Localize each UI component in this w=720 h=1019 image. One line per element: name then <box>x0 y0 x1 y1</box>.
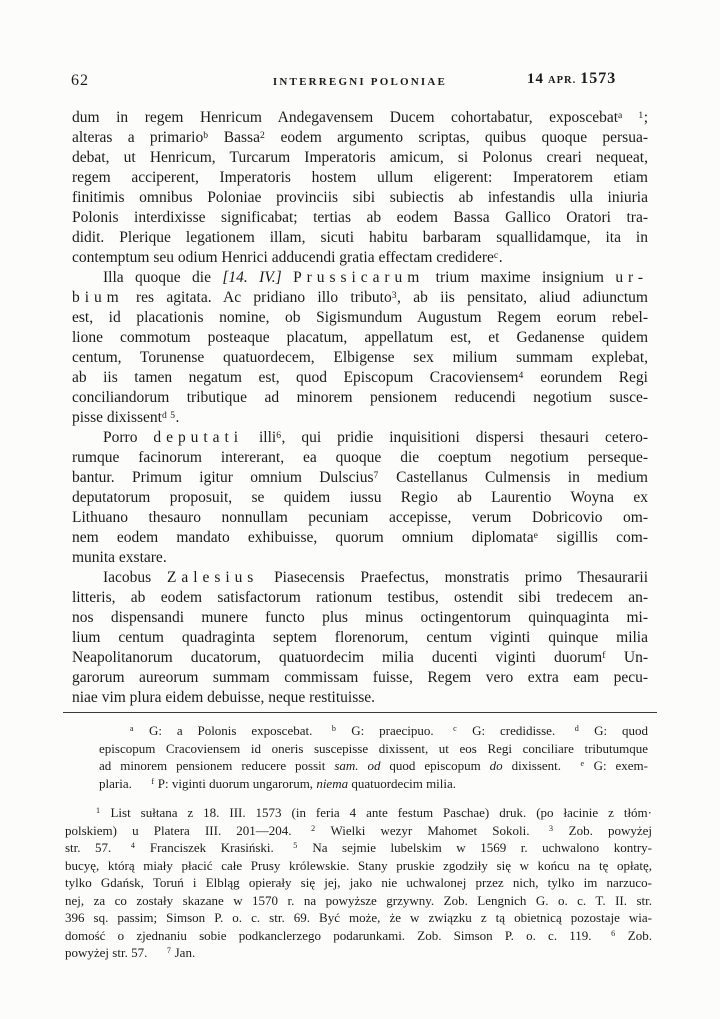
text-segment: sam. od <box>334 758 381 773</box>
footnote-ref: e <box>533 529 539 541</box>
text-segment <box>282 269 293 286</box>
text-segment: Na sejmie lubelskim w 1569 r. uchwalono kontry- <box>297 840 652 855</box>
text-segment: est, id placationis nomine, ob Sigismundum Augustum Regem eorum rebel- <box>72 309 648 326</box>
text-segment: nej, za co zostały skazane w 1570 r. na powyższe grzywny. Zob. Lengnich G. o. c. T. II. str. <box>65 892 652 908</box>
footnote-ref: b <box>331 724 337 734</box>
text-line <box>99 775 648 793</box>
text-segment: Wielki wezyr Mahomet Sokoli. <box>315 822 549 838</box>
text-line <box>72 388 648 408</box>
text-segment: List sułtana z 18. III. 1573 (in feria 4 ante festum Paschae) druk. (po łacinie z tłóm· <box>100 805 652 820</box>
text-line <box>72 248 648 268</box>
text-segment: , ab iis pensitato, aliud adiunctum <box>397 289 648 306</box>
footnote-ref: d <box>574 724 580 734</box>
text-segment: bucyę, którą miały płacić całe Prusy królewskie. Stany pruskie zgodziły się w końcu na tę opłatę, <box>65 857 652 873</box>
critical-apparatus <box>99 722 648 792</box>
text-line <box>65 804 652 822</box>
text-line <box>72 668 648 688</box>
text-segment: bium <box>72 289 124 306</box>
text-segment: plaria. <box>99 775 152 791</box>
text-line <box>72 588 648 608</box>
text-line <box>72 428 648 448</box>
text-segment: episcopum Cracoviensem id oneris suscepisse dixissent, ut eos Regi conciliare tributumque <box>99 740 648 756</box>
text-segment: didit. Plerique legationem illam, sicuti habitu barbaram squallidamque, ita in <box>72 229 648 246</box>
text-line <box>72 648 648 668</box>
text-line <box>72 208 648 228</box>
paragraph <box>99 722 648 792</box>
footnote-ref: 2 <box>259 129 266 141</box>
footnote-ref: e <box>580 759 585 769</box>
paragraph <box>72 568 648 708</box>
text-line <box>72 488 648 508</box>
text-segment: do <box>489 758 503 773</box>
header-date-month: APR. <box>548 75 577 86</box>
footnote-ref: 3 <box>549 823 554 833</box>
text-segment: 396 sq. passim; Simson P. o. c. str. 69. Być może, że w związku z tą obietnicą pozostaje wia- <box>65 910 652 925</box>
text-segment: nem eodem mandato exhibuisse, quorum omnium diplomata <box>72 529 534 546</box>
footnote-ref: a <box>130 724 135 734</box>
text-segment: nos dispensandi munere functo plus minus octingentorum quinquaginta mi- <box>72 609 648 626</box>
text-line <box>72 508 648 528</box>
text-segment: dum in regem Henricum Andegavensem Ducem cohortabatur, exposcebat <box>72 109 619 126</box>
text-segment: Neapolitanorum ducatorum, quatuordecim milia ducenti viginti duorum <box>72 649 603 666</box>
text-segment: G: a Polonis exposcebat. <box>134 723 332 738</box>
text-segment: ur- <box>615 269 648 286</box>
text-segment: str. 57. <box>65 840 131 855</box>
text-line <box>72 528 648 548</box>
header-date <box>527 70 616 88</box>
text-segment: G: credidisse. <box>457 723 575 738</box>
text-line <box>72 328 648 348</box>
text-segment: domość o zjednaniu sobie podkanclerzego podarunkami. Zob. Simson P. o. c. 119. <box>65 927 612 943</box>
footnotes <box>65 804 652 962</box>
text-segment: Porro <box>103 429 154 446</box>
text-segment: litteris, ab eodem satisfactorum rationum testibus, ostendit sibi tredecem an- <box>72 589 648 606</box>
text-line <box>65 892 652 910</box>
text-segment: Un- <box>605 649 648 666</box>
text-segment: niema <box>316 775 349 791</box>
text-line <box>72 148 648 168</box>
text-segment: quod episcopum <box>380 758 490 773</box>
text-line <box>99 740 648 758</box>
text-segment: Zalesius <box>166 569 259 586</box>
text-segment: Illa quoque die <box>103 269 223 286</box>
text-line <box>72 228 648 248</box>
text-segment: Lithuano thesauro nonnullam pecuniam accepisse, verum Dobricovio om- <box>72 509 648 526</box>
text-segment: munita exstare. <box>72 549 167 566</box>
footnote-ref: 6 <box>276 429 282 441</box>
footnote-ref: 1 <box>96 806 101 816</box>
text-line <box>99 757 648 775</box>
text-segment: . <box>175 409 180 426</box>
footnote-ref: d 5 <box>162 409 176 421</box>
text-line <box>65 839 652 857</box>
text-segment: deputati <box>153 429 244 446</box>
text-segment: sigillis com- <box>538 529 648 546</box>
text-line <box>72 308 648 328</box>
text-segment: conciliandorum tributique ad minorem pensionem reducendi negotium susce- <box>72 389 648 406</box>
text-line <box>72 268 648 288</box>
text-segment: Iacobus <box>103 569 167 586</box>
text-segment: ab iis tamen negatum est, quod Episcopum Cracoviensem <box>72 369 519 386</box>
text-segment: G: exem- <box>584 758 648 773</box>
text-line <box>72 448 648 468</box>
text-segment: polskiem) u Platera III. 201—204. <box>65 822 312 838</box>
text-segment: res agitata. Ac pridiano illo tributo <box>123 289 392 306</box>
text-segment: Jan. <box>171 945 196 960</box>
text-line <box>65 822 652 840</box>
footnote-ref: f <box>151 776 155 786</box>
header-date-day: 14 <box>527 71 544 87</box>
text-segment: debat, ut Henricum, Turcarum Imperatoris amicum, si Polonus creari nequeat, <box>72 149 648 166</box>
text-segment: finitimis omnibus Poloniae provinciis sibi subiectis ab infestandis ulla iniuria <box>72 189 648 206</box>
text-segment: contemptum seu odium Henrici adducendi gratia effectam credidere <box>72 249 494 266</box>
page-header <box>0 70 720 96</box>
text-line <box>72 168 648 188</box>
text-line <box>72 348 648 368</box>
footnote-ref: 6 <box>611 928 616 938</box>
footnote-ref: c <box>453 724 458 734</box>
text-segment: pisse dixissent <box>72 409 162 426</box>
text-line <box>72 368 648 388</box>
footnote-ref: 2 <box>311 823 316 833</box>
running-title: INTERREGNI POLONIAE <box>272 76 448 88</box>
text-segment: G: quod <box>579 723 648 738</box>
text-segment: Castellanus Culmensis in medium <box>378 469 648 486</box>
footnote-ref: 7 <box>166 946 172 956</box>
text-line <box>65 909 652 927</box>
text-line <box>72 608 648 628</box>
footnote-ref: a 1 <box>618 109 644 121</box>
text-segment: trium maxime insignium <box>424 269 616 286</box>
paragraph <box>65 804 652 962</box>
text-line <box>72 288 648 308</box>
text-segment: lium centum quadraginta septem florenorum, centum viginti quinque milia <box>72 629 648 646</box>
footnote-ref: 4 <box>130 841 136 851</box>
text-segment: Bassa <box>208 129 260 146</box>
paragraph <box>72 268 648 428</box>
text-segment: quatuordecim milia. <box>348 775 457 791</box>
page-number: 62 <box>71 72 89 89</box>
text-segment: ; <box>643 109 648 126</box>
text-line <box>65 857 652 875</box>
text-line <box>65 944 652 962</box>
text-segment: illi <box>243 429 277 446</box>
text-segment: bantur. Primum igitur omnium Dulscius <box>72 469 374 486</box>
text-segment: tylko Gdańsk, Toruń i Elbląg opierały się jej, jako nie uchwalonej przez nich, tylko im narzuco- <box>65 875 652 890</box>
text-segment: Zob. powyżej <box>553 822 652 838</box>
text-segment: centum, Torunense quatuordecem, Elbigense sex milium summam explebat, <box>72 349 648 366</box>
paragraph <box>72 428 648 568</box>
text-line <box>99 722 648 740</box>
footnote-ref: b <box>203 129 209 141</box>
text-segment: Franciszek Krasiński. <box>135 840 294 855</box>
text-segment: eodem argumento scriptas, quibus quoque persua- <box>265 129 648 146</box>
footnote-ref: c <box>493 249 499 261</box>
text-line <box>72 688 648 708</box>
text-segment: eorundem Regi <box>523 369 648 386</box>
text-segment: , qui pridie inquisitioni dispersi thesauri cetero- <box>281 429 648 446</box>
text-segment: P: viginti duorum ungarorum, <box>154 775 317 791</box>
text-segment: alteras a primario <box>72 129 204 146</box>
text-line <box>72 188 648 208</box>
paragraph <box>72 108 648 268</box>
text-line <box>65 874 652 892</box>
text-segment: garorum aureorum summam commissam fuisse, Regem vero extra eam pecu- <box>72 669 648 686</box>
text-segment: rumque facinorum intererant, ea quoque die coeptum negotium perseque- <box>72 449 648 466</box>
footnote-ref: 7 <box>373 469 379 481</box>
text-segment: deputatorum proposuit, se quidem iussu Regio ab Laurentio Woyna ex <box>72 489 648 506</box>
footnote-ref: 3 <box>391 289 398 301</box>
text-segment: dixissent. <box>502 758 581 773</box>
text-line <box>72 628 648 648</box>
text-segment: regem acciperent, Imperatoris hostem ullum eligerent: Imperatorem etiam <box>72 169 648 186</box>
text-segment: Prussicarum <box>293 269 425 286</box>
text-line <box>72 548 648 568</box>
text-segment: Zob. <box>615 927 652 943</box>
text-segment: Piasecensis Praefectus, monstratis primo Thesaurarii <box>258 569 648 586</box>
text-segment: niae vim plura eidem debuisse, neque restituisse. <box>72 689 376 706</box>
header-date-year: 1573 <box>580 70 617 87</box>
text-segment: ad minorem pensionem reducere possit <box>99 758 335 773</box>
text-segment: powyżej str. 57. <box>65 945 167 960</box>
text-line <box>65 927 652 945</box>
text-segment: . <box>498 249 503 266</box>
footnote-ref: 4 <box>518 369 524 381</box>
footnote-ref: 5 <box>293 841 298 851</box>
text-line <box>72 408 648 428</box>
main-text <box>72 108 648 708</box>
text-line <box>72 108 648 128</box>
text-line <box>72 128 648 148</box>
footnote-ref: f <box>602 649 606 661</box>
text-line <box>72 468 648 488</box>
text-line <box>72 568 648 588</box>
text-segment: Polonis interdixisse significabat; tertias ab eodem Bassa Gallico Oratori tra- <box>72 209 648 226</box>
text-segment: [14. IV.] <box>222 269 282 286</box>
footnote-divider <box>63 712 657 713</box>
text-segment: lione commotum posteaque placatum, appellatum est, et Gedanense quidem <box>72 329 648 346</box>
text-segment: G: praecipuo. <box>336 723 454 738</box>
